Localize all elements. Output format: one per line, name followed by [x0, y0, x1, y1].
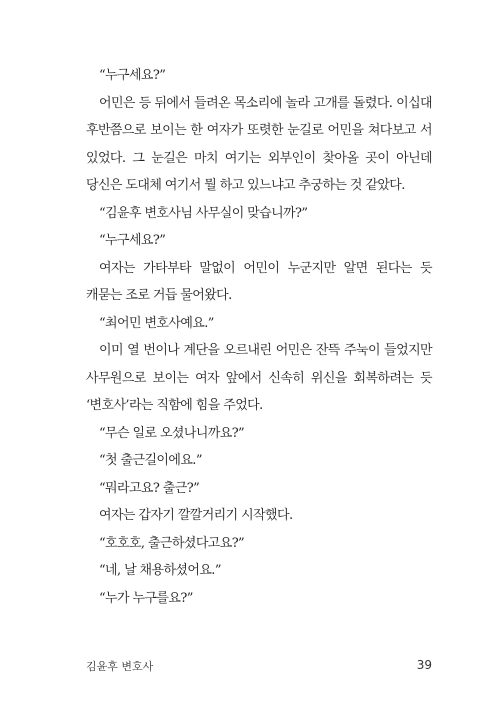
running-title: 김윤후 변호사 [86, 660, 154, 673]
paragraph: “호호호, 출근하셨다고요?” [99, 535, 245, 551]
paragraph: “누구세요?” [99, 68, 166, 83]
body-text [86, 62, 432, 612]
paragraph: “네, 날 채용하셨어요.” [99, 563, 221, 578]
paragraph: “최어민 변호사예요.” [99, 315, 214, 331]
paragraph: “첫 출근길이에요.” [99, 453, 202, 468]
paragraph: “누구세요?” [99, 233, 166, 248]
paragraph: “뭐라고요? 출근?” [99, 480, 200, 496]
paragraph: 어민은 등 뒤에서 들려온 목소리에 놀라 고개를 돌렸다. 이십대 후반쯤으로 보이는 한 여자가 또렷한 눈길로 어민을 쳐다보고 서 있었다. 그 눈길은 마치 여기는 외부인이 찾아올 곳이 아닌데 당신은 도대체 여기서 뭘 하고 있느냐고 추궁하는 것 같았다. [86, 95, 432, 193]
paragraph: 여자는 갑자기 깔깔거리기 시작했다. [99, 508, 293, 523]
paragraph: “무슨 일로 오셨나니까요?” [99, 425, 245, 441]
paragraph: 이미 열 번이나 계단을 오르내린 어민은 잔뜩 주눅이 들었지만 사무원으로 보이는 여자 앞에서 신속히 위신을 회복하려는 듯 ‘변호사’라는 직함에 힘을 주었다. [86, 343, 432, 413]
page-footer [86, 658, 432, 674]
paragraph: 여자는 가타부타 말없이 어민이 누군지만 알면 된다는 듯 캐묻는 조로 거듭 물어왔다. [86, 260, 432, 303]
paragraph: “누가 누구를요?” [99, 590, 193, 606]
paragraph: “김윤후 변호사님 사무실이 맞습니까?” [99, 205, 308, 221]
page-number: 39 [416, 658, 432, 672]
